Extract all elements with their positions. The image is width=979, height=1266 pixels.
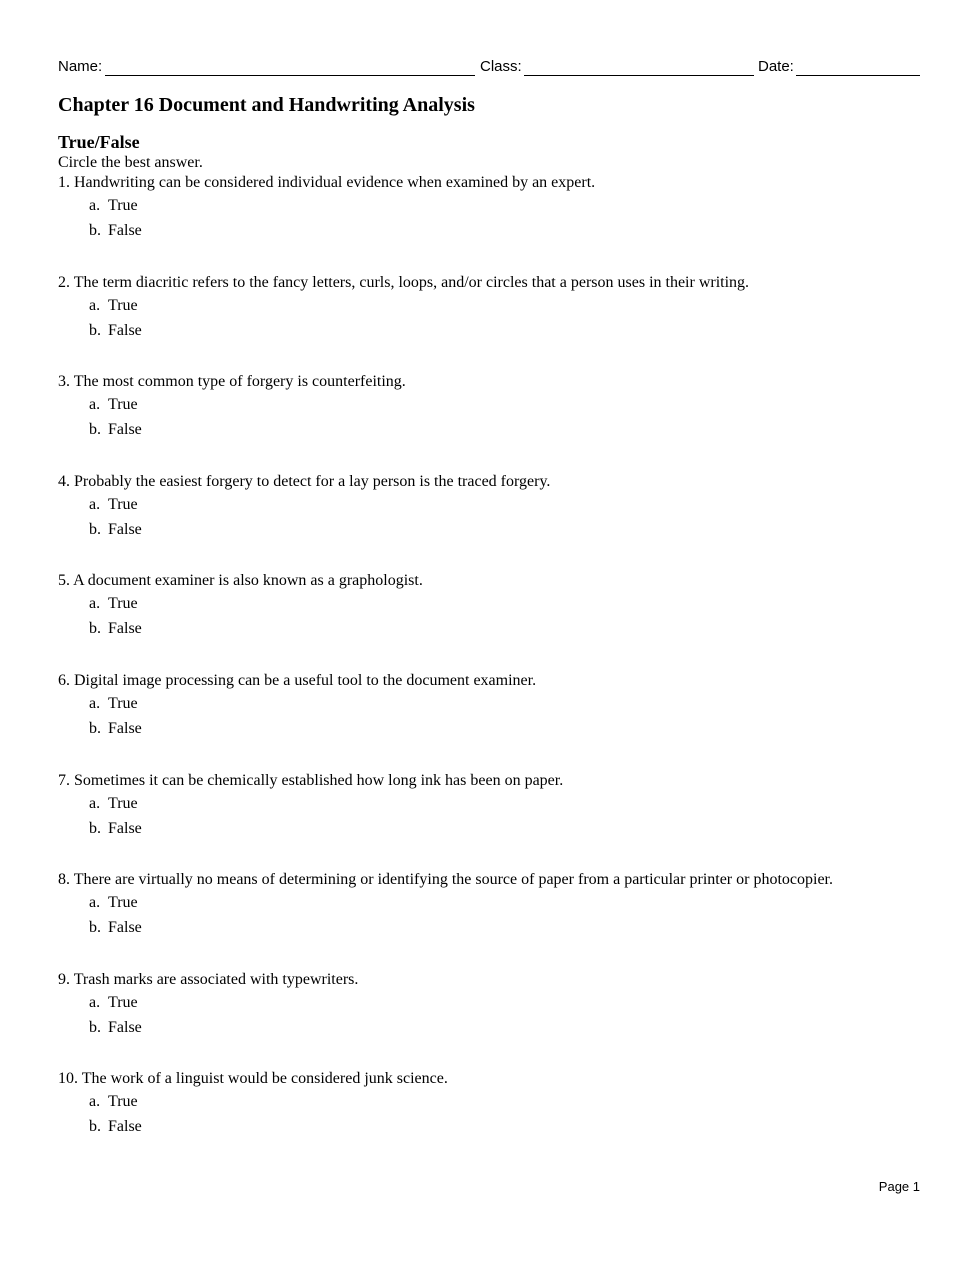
- answer-option[interactable]: [89, 517, 938, 542]
- question-prompt: A document examiner is also known as a graphologist.: [73, 572, 423, 590]
- question-6: [58, 671, 938, 771]
- option-label: True: [108, 894, 138, 912]
- date-field[interactable]: [796, 75, 920, 76]
- option-label: False: [108, 321, 142, 339]
- option-label: False: [108, 620, 142, 638]
- option-letter: a.: [89, 296, 101, 314]
- answer-option[interactable]: [89, 293, 938, 318]
- question-1: [58, 173, 938, 273]
- option-label: True: [108, 197, 138, 214]
- answer-option[interactable]: [89, 716, 938, 741]
- class-label: Class:: [480, 58, 522, 75]
- option-letter: b.: [89, 1018, 101, 1036]
- option-letter: b.: [89, 1118, 101, 1136]
- instruction-text: Circle the best answer.: [58, 154, 203, 171]
- answer-option[interactable]: [89, 417, 938, 442]
- option-label: False: [108, 1118, 142, 1136]
- class-field[interactable]: [524, 75, 754, 76]
- answer-option[interactable]: [89, 616, 938, 641]
- question-prompt: There are virtually no means of determining or identifying the source of paper from a particular printer or photocopier.: [73, 871, 833, 889]
- question-5: [58, 571, 938, 671]
- option-label: False: [108, 520, 142, 538]
- question-4: [58, 472, 938, 572]
- question-prompt: Handwriting can be considered individual evidence when examined by an expert.: [74, 174, 596, 191]
- page-number: Page 1: [878, 1179, 920, 1194]
- question-number: 3.: [58, 373, 70, 391]
- question-number: 4.: [58, 472, 70, 490]
- question-text: [58, 571, 938, 591]
- question-prompt: The most common type of forgery is counterfeiting.: [73, 373, 406, 391]
- option-label: True: [108, 993, 138, 1011]
- answer-option[interactable]: [89, 915, 938, 940]
- option-letter: a.: [89, 894, 101, 912]
- question-prompt: Sometimes it can be chemically established how long ink has been on paper.: [74, 771, 564, 789]
- option-label: False: [108, 819, 142, 837]
- option-letter: a.: [89, 595, 101, 613]
- option-letter: a.: [89, 794, 101, 812]
- option-letter: b.: [89, 421, 101, 439]
- question-text: [58, 970, 938, 990]
- option-label: True: [108, 1093, 138, 1111]
- answer-option[interactable]: [89, 816, 938, 841]
- page-title: Chapter 16 Document and Handwriting Analysis: [58, 94, 475, 116]
- answer-option[interactable]: [89, 890, 938, 915]
- question-number: 5.: [58, 572, 70, 590]
- option-letter: a.: [89, 495, 101, 513]
- header-fields: [58, 57, 920, 77]
- question-number: 6.: [58, 671, 70, 689]
- answer-option[interactable]: [89, 492, 938, 517]
- question-3: [58, 372, 938, 472]
- question-prompt: Trash marks are associated with typewriters.: [73, 970, 359, 988]
- question-prompt: Probably the easiest forgery to detect for a lay person is the traced forgery.: [74, 472, 551, 490]
- answer-option[interactable]: [89, 1114, 938, 1139]
- option-label: False: [108, 222, 142, 239]
- question-2: [58, 273, 938, 373]
- answer-option[interactable]: [89, 193, 938, 218]
- option-label: False: [108, 919, 142, 937]
- option-label: False: [108, 719, 142, 737]
- question-10: [58, 1069, 938, 1169]
- question-number: 10.: [58, 1070, 78, 1088]
- option-label: True: [108, 595, 138, 613]
- option-letter: b.: [89, 620, 101, 638]
- question-text: [58, 173, 938, 193]
- question-8: [58, 870, 938, 970]
- question-text: [58, 1069, 938, 1089]
- question-list: [58, 173, 938, 1169]
- option-letter: b.: [89, 321, 101, 339]
- question-text: [58, 472, 938, 492]
- option-label: True: [108, 794, 138, 812]
- answer-option[interactable]: [89, 1015, 938, 1040]
- answer-option[interactable]: [89, 990, 938, 1015]
- answer-option[interactable]: [89, 591, 938, 616]
- question-text: [58, 870, 938, 890]
- question-number: 8.: [58, 871, 70, 889]
- option-label: False: [108, 421, 142, 439]
- name-label: Name:: [58, 58, 103, 75]
- question-prompt: The work of a linguist would be considered junk science.: [81, 1070, 448, 1088]
- answer-option[interactable]: [89, 791, 938, 816]
- question-number: 9.: [58, 970, 70, 988]
- option-label: True: [108, 296, 138, 314]
- section-heading: True/False: [58, 132, 140, 152]
- question-text: [58, 372, 938, 392]
- option-letter: a.: [89, 993, 101, 1011]
- question-text: [58, 273, 938, 293]
- option-label: True: [108, 396, 138, 414]
- date-label: Date:: [758, 58, 794, 75]
- option-letter: a.: [89, 1093, 101, 1111]
- option-letter: b.: [89, 919, 101, 937]
- answer-option[interactable]: [89, 318, 938, 343]
- option-letter: b.: [89, 520, 101, 538]
- option-letter: b.: [89, 222, 101, 239]
- answer-option[interactable]: [89, 691, 938, 716]
- question-text: [58, 671, 938, 691]
- option-letter: a.: [89, 396, 101, 414]
- answer-option[interactable]: [89, 218, 938, 243]
- option-label: True: [108, 495, 138, 513]
- question-number: 7.: [58, 771, 70, 789]
- question-9: [58, 970, 938, 1070]
- question-7: [58, 771, 938, 871]
- name-field[interactable]: [105, 75, 475, 76]
- option-letter: b.: [89, 819, 101, 837]
- option-letter: a.: [89, 694, 101, 712]
- question-number: 2.: [58, 273, 70, 291]
- option-letter: b.: [89, 719, 101, 737]
- option-letter: a.: [89, 197, 101, 214]
- option-label: False: [108, 1018, 142, 1036]
- question-text: [58, 771, 938, 791]
- question-prompt: Digital image processing can be a useful tool to the document examiner.: [74, 671, 537, 689]
- answer-option[interactable]: [89, 392, 938, 417]
- question-prompt: The term diacritic refers to the fancy letters, curls, loops, and/or circles that a person uses in their writing.: [73, 273, 750, 291]
- option-label: True: [108, 694, 138, 712]
- answer-option[interactable]: [89, 1089, 938, 1114]
- question-number: 1.: [58, 174, 70, 191]
